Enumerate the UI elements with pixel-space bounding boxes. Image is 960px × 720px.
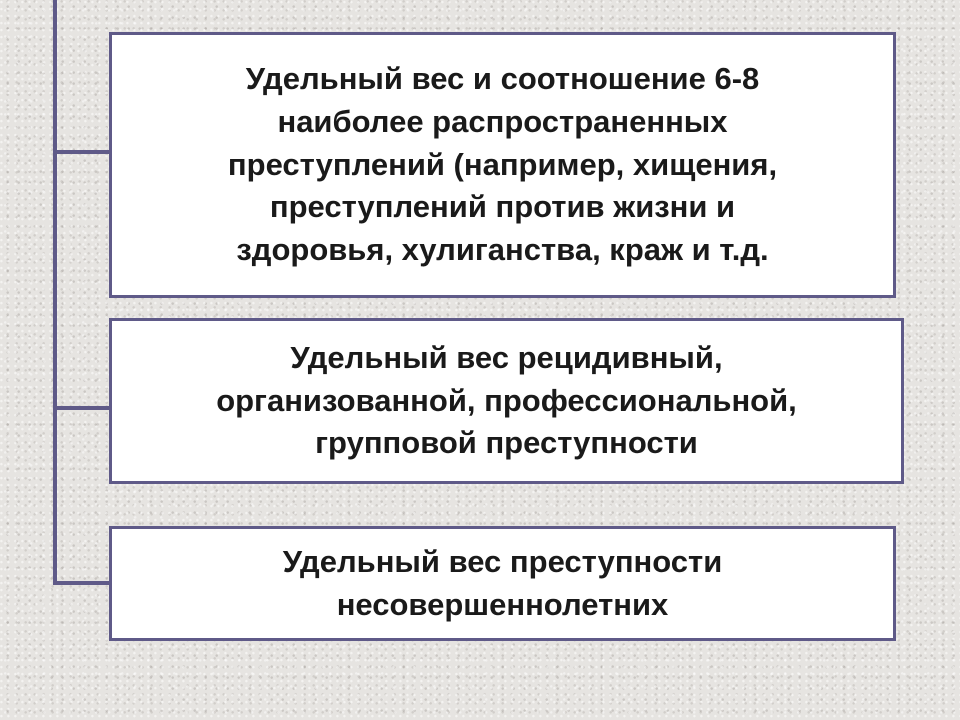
criterion-box-3 [109,526,896,641]
criterion-box-2 [109,318,904,484]
branch-connector-1 [53,150,113,154]
criterion-text-2: Удельный вес рецидивный, организованной, профессиональной, групповой преступности [216,339,797,461]
criterion-text-3: Удельный вес преступности несовершеннолетних [282,543,723,622]
branch-connector-2 [53,406,113,410]
criterion-text-1: Удельный вес и соотношение 6-8 наиболее распространенных преступлений (например, хищения, преступлений против жизни и здоровья, хулиганства, краж и т.д. [227,61,778,268]
branch-connector-3 [53,581,113,585]
criterion-box-1 [109,32,896,298]
vertical-connector-line [53,0,57,585]
